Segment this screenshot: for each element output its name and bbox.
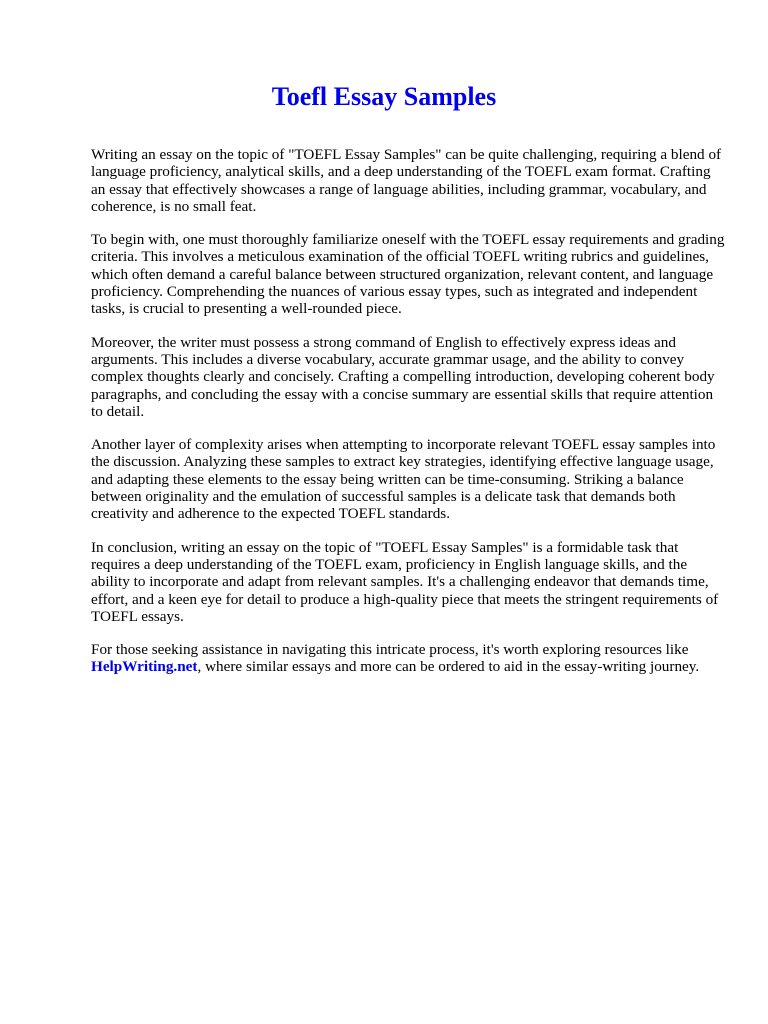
essay-body xyxy=(91,146,727,692)
helpwriting-link[interactable]: HelpWriting.net xyxy=(91,658,198,676)
closing-text-after: , where similar essays and more can be ordered to aid in the essay-writing journey. xyxy=(197,658,700,676)
paragraph-samples: Another layer of complexity arises when attempting to incorporate relevant TOEFL essay samples into the discussion. Analyzing these samples to extract key strategies, identifying effective language usage, and adapting these elements to the essay being written can be time-consuming. Striking a balance between originality and the emulation of successful samples is a delicate task that demands both creativity and adherence to the expected TOEFL standards. xyxy=(91,436,716,523)
closing-text-before: For those seeking assistance in navigating this intricate process, it's worth exploring resources like xyxy=(91,641,689,659)
page-title: Toefl Essay Samples xyxy=(271,82,497,111)
paragraph-conclusion: In conclusion, writing an essay on the topic of "TOEFL Essay Samples" is a formidable task that requires a deep understanding of the TOEFL exam, proficiency in English language skills, and the ability to incorporate and adapt from relevant samples. It's a challenging endeavor that demands time, effort, and a keen eye for detail to produce a high-quality piece that meets the stringent requirements of TOEFL essays. xyxy=(91,538,719,625)
paragraph-closing xyxy=(91,641,727,676)
paragraph-requirements: To begin with, one must thoroughly familiarize oneself with the TOEFL essay requirements and grading criteria. This involves a meticulous examination of the official TOEFL writing rubrics and guidelines, which often demand a careful balance between structured organization, relevant content, and language proficiency. Comprehending the nuances of various essay types, such as integrated and independent tasks, is crucial to presenting a well-rounded piece. xyxy=(91,231,725,318)
paragraph-intro: Writing an essay on the topic of "TOEFL Essay Samples" can be quite challenging, requiring a blend of language proficiency, analytical skills, and a deep understanding of the TOEFL exam format. Crafting an essay that effectively showcases a range of language abilities, including grammar, vocabulary, and coherence, is no small feat. xyxy=(91,146,722,215)
paragraph-command-of-english: Moreover, the writer must possess a strong command of English to effectively express ideas and arguments. This includes a diverse vocabulary, accurate grammar usage, and the ability to convey complex thoughts clearly and concisely. Crafting a compelling introduction, developing coherent body paragraphs, and concluding the essay with a concise summary are essential skills that require attention to detail. xyxy=(91,333,715,420)
